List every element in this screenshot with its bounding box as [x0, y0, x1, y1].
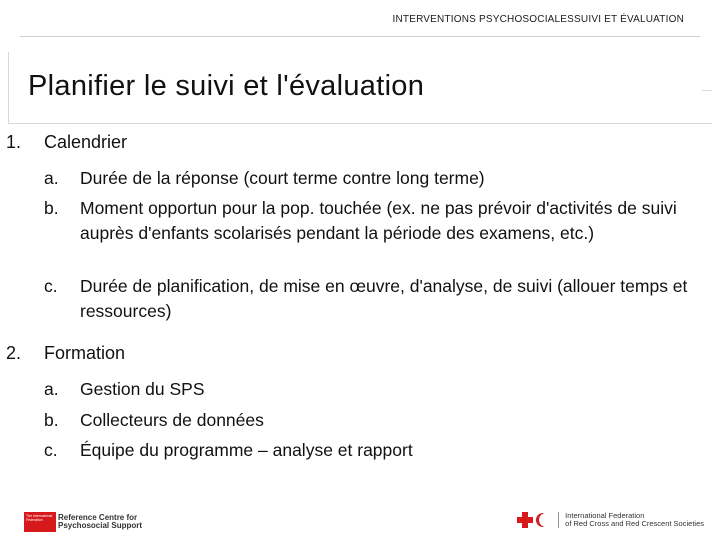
red-cross-icon: [517, 512, 533, 528]
item-text: Durée de planification, de mise en œuvre, d'analyse, de suivi (allouer temps et ressources): [80, 276, 688, 321]
header-section-label: INTERVENTIONS PSYCHOSOCIALESSUIVI ET ÉVALUATION: [392, 14, 684, 25]
section-number: 2.: [6, 343, 22, 363]
ifrc-logo-text: [565, 512, 704, 528]
list-item: [44, 438, 714, 463]
title-frame: [8, 52, 712, 124]
item-text: Collecteurs de données: [80, 410, 264, 430]
section-number: 1.: [6, 132, 22, 152]
section-label: Calendrier: [44, 132, 128, 152]
item-text: Moment opportun pour la pop. touchée (ex. ne pas prévoir d'activités de suivi auprès d'enfants scolarisés pendant la période des examens, etc.): [80, 198, 677, 243]
header-divider: [20, 36, 700, 37]
list-item: [44, 274, 714, 324]
item-letter: a.: [44, 379, 59, 399]
ifrc-line1: International Federation: [565, 511, 645, 520]
section-formation: [6, 343, 125, 364]
reference-centre-line2: Psychosocial Support: [58, 521, 143, 530]
item-letter: b.: [44, 198, 59, 218]
page-title: Planifier le suivi et l'évaluation: [28, 70, 425, 102]
item-letter: c.: [44, 440, 58, 460]
title-frame-corner: [702, 90, 712, 124]
reference-centre-line1: Reference Centre for: [58, 513, 138, 522]
item-text: Gestion du SPS: [80, 379, 205, 399]
reference-centre-logo: [24, 512, 142, 532]
title-frame-bottom-border: [8, 123, 712, 124]
reference-centre-logo-text: [58, 514, 142, 530]
list-item: [44, 166, 714, 191]
reference-centre-logo-block: The International Federation: [24, 512, 56, 532]
ifrc-logo: [517, 512, 704, 528]
ifrc-line2: of Red Cross and Red Crescent Societies: [565, 519, 704, 528]
red-crescent-icon: [539, 513, 553, 527]
item-text: Équipe du programme – analyse et rapport: [80, 440, 413, 460]
section-calendrier: [6, 132, 127, 153]
item-letter: c.: [44, 276, 58, 296]
item-letter: b.: [44, 410, 59, 430]
ifrc-logo-divider: [558, 512, 559, 528]
item-letter: a.: [44, 168, 59, 188]
item-text: Durée de la réponse (court terme contre long terme): [80, 168, 485, 188]
list-item: [44, 408, 714, 433]
section-label: Formation: [44, 343, 126, 363]
list-item: [44, 377, 714, 402]
title-frame-left-border: [8, 52, 9, 124]
list-item: [44, 196, 714, 246]
